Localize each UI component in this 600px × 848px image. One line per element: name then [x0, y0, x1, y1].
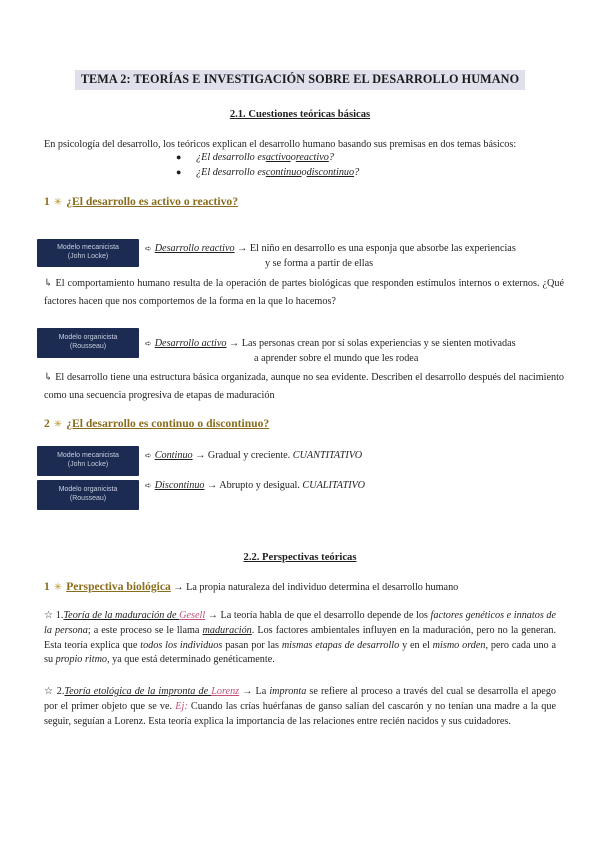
asterisk-icon: ✳ [53, 197, 63, 208]
author-lorenz: Lorenz [211, 686, 240, 697]
section-heading-2-2: 2.2. Perspectivas teóricas [243, 552, 357, 563]
reactive-note: ↳ El comportamiento humano resulta de la operación de partes biológicas que responden estímulos internos o externos. ¿Qué factores hacen que nos comportemos de la forma en la que lo hacemos? [44, 278, 564, 307]
question-1-heading: 1 ✳ ¿El desarrollo es activo o reactivo? [44, 195, 239, 208]
reactive-line: ➪ Desarrollo reactivo → El niño en desarrollo es una esponja que absorbe las experiencias [145, 243, 516, 254]
title-bar [0, 70, 600, 90]
section-heading-2-1: 2.1. Cuestiones teóricas básicas [229, 109, 371, 120]
theory-item-maturation: ☆ 1.Teoría de la maduración de Gesell → La teoría habla de que el desarrollo depende de los factores genéticos e innatos de la persona; a este proceso se le llama maduración. Los factores ambientales influyen en la maduración, pero no la generan. Esta teoría explica que todos los individuos pasan por las mismas etapas de desarrollo y en el mismo orden, pero cada uno a su propio ritmo, ya que está determinado genéticamente. [44, 610, 557, 666]
star-icon: ☆ 1. [44, 610, 64, 621]
continuous-line: ➪ Continuo → Gradual y creciente. CUANTITATIVO [145, 450, 363, 461]
bullet-icon: ● [176, 166, 182, 177]
model-box-mechanicist-2: Modelo mecanicista (John Locke) [37, 446, 139, 476]
question-2-heading: 2 ✳ ¿El desarrollo es continuo o discontinuo? [44, 417, 270, 430]
active-note: ↳ El desarrollo tiene una estructura básica organizada, aunque no sea evidente. Describen el desarrollo después del nacimiento como una secuencia progresiva de etapas de maduración [44, 372, 564, 401]
star-icon: ☆ 2. [44, 686, 65, 697]
model-box-organicist-2: Modelo organicista (Rousseau) [37, 480, 139, 510]
bullet-item: ● ¿El desarrollo es activo o reactivo ? [176, 152, 334, 163]
active-line-2: a aprender sobre el mundo que les rodea [254, 353, 419, 364]
author-gesell: Gesell [179, 610, 206, 621]
bullet-list [176, 151, 359, 181]
intro-text: En psicología del desarrollo, los teóricos explican el desarrollo humano basando sus premisas en dos temas básicos: [44, 139, 517, 150]
model-box-organicist: Modelo organicista (Rousseau) [37, 328, 139, 358]
page-title: TEMA 2: TEORÍAS E INVESTIGACIÓN SOBRE EL DESARROLLO HUMANO [75, 70, 525, 90]
theory-item-imprinting: ☆ 2.Teoría etológica de la impronta de Lorenz → La impronta se refiere al proceso a través del cual se desarrolla el apego por el primer objeto que se ve. Ej: Cuando las crías huérfanas de ganso salían del cascarón y no tenían una madre a la que seguir, seguían a Lorenz. Esta teoría explica la importancia de las relaciones entre recién nacidos y sus cuidadores. [44, 686, 557, 727]
bullet-icon: ● [176, 152, 182, 162]
arrow-icon: ➪ [145, 451, 152, 460]
perspective-1-heading: 1 ✳ Perspectiva biológica → La propia naturaleza del individuo determina el desarrollo humano [44, 580, 459, 593]
discontinuous-line: ➪ Discontinuo → Abrupto y desigual. CUALITATIVO [145, 480, 365, 491]
active-line: ➪ Desarrollo activo → Las personas crean por sí solas experiencias y se sienten motivadas [145, 338, 516, 349]
arrow-icon: ➪ [145, 244, 152, 253]
model-box-mechanicist: Modelo mecanicista (John Locke) [37, 239, 139, 267]
arrow-icon: ➪ [145, 481, 152, 490]
arrow-icon: ➪ [145, 339, 152, 348]
bullet-item: ● ¿El desarrollo es continuo o discontinuo ? [176, 166, 360, 178]
reactive-line-2: y se forma a partir de ellas [265, 258, 374, 269]
asterisk-icon: ✳ [53, 419, 63, 430]
asterisk-icon: ✳ [53, 582, 63, 593]
